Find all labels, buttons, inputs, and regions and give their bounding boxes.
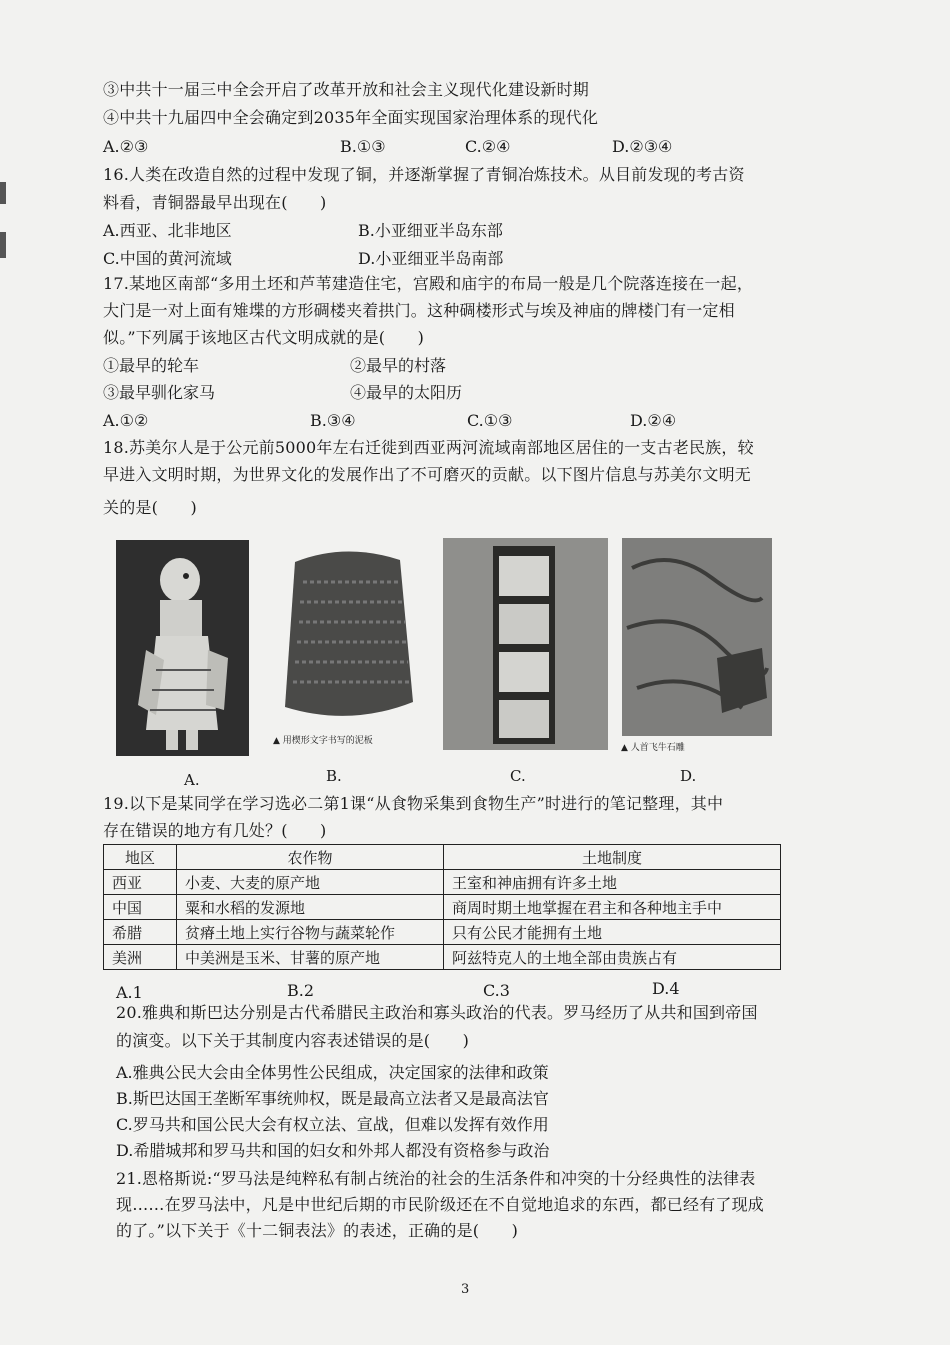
column-header: 土地制度 [444,845,781,870]
option: D.希腊城邦和罗马共和国的妇女和外邦人都没有资格参与政治 [116,1141,550,1160]
question-19-stem: 存在错误的地方有几处？( ) [103,821,327,840]
table-cell: 中国 [104,895,177,920]
question-21-stem: 的了。”以下关于《十二铜表法》的表述，正确的是( ) [116,1221,519,1240]
option: C.②④ [465,137,511,156]
option: B.③④ [310,411,356,430]
question-16-stem: 料看，青铜器最早出现在( ) [103,193,327,212]
option: B.斯巴达国王垄断军事统帅权，既是最高立法者又是最高法官 [116,1089,549,1108]
table-cell: 小麦、大麦的原产地 [177,870,444,895]
question-16-stem: 16.人类在改造自然的过程中发现了铜，并逐渐掌握了青铜冶炼技术。从目前发现的考古资 [103,165,745,184]
table-cell: 中美洲是玉米、甘薯的原产地 [177,945,444,970]
figure-caption: ▲ 用楔形文字书写的泥板 [273,736,373,746]
statement-item: ③最早驯化家马 [103,383,216,402]
option: B.小亚细亚半岛东部 [358,221,503,240]
text-line: ③中共十一届三中全会开启了改革开放和社会主义现代化建设新时期 [103,80,590,99]
question-21-stem: 21.恩格斯说:“罗马法是纯粹私有制占统治的社会的生活条件和冲突的十分经典性的法律表 [116,1169,756,1188]
table-cell: 阿兹特克人的土地全部由贵族占有 [444,945,781,970]
figure-b-tablet-image [275,542,420,750]
table-row [104,895,781,920]
option: D.4 [652,979,680,998]
text-line: ④中共十九届四中全会确定到2035年全面实现国家治理体系的现代化 [103,108,599,127]
table-row [104,945,781,970]
figure-a-relief-image [116,540,249,756]
figure-label: B. [326,767,342,785]
table-cell: 王室和神庙拥有许多土地 [444,870,781,895]
table-row [104,920,781,945]
question-21-stem: 现……在罗马法中，凡是中世纪后期的市民阶级还在不自觉地追求的东西，都已经有了现成 [116,1195,765,1214]
table-cell: 西亚 [104,870,177,895]
question-17-stem: 17.某地区南部“多用土坯和芦苇建造住宅，宫殿和庙宇的布局一般是几个院落连接在一起， [103,274,754,293]
page-number: 3 [461,1282,470,1297]
table-cell: 贫瘠土地上实行谷物与蔬菜轮作 [177,920,444,945]
option: D.②③④ [612,137,673,156]
statement-item: ①最早的轮车 [103,356,200,375]
table-header-row [104,845,781,870]
notes-table [103,844,781,970]
figure-c-panel-image [443,538,608,750]
question-18-stem: 18.苏美尔人是于公元前5000年左右迁徙到西亚两河流域南部地区居住的一支古老民族，较 [103,438,754,457]
table-cell: 美洲 [104,945,177,970]
table-row [104,870,781,895]
question-18-stem: 关的是( ) [103,498,197,517]
question-20-stem: 的演变。以下关于其制度内容表述错误的是( ) [116,1031,470,1050]
question-20-stem: 20.雅典和斯巴达分别是古代希腊民主政治和寡头政治的代表。罗马经历了从共和国到帝国 [116,1003,758,1022]
option: A.雅典公民大会由全体男性公民组成，决定国家的法律和政策 [116,1063,549,1082]
question-18-stem: 早进入文明时期，为世界文化的发展作出了不可磨灭的贡献。以下图片信息与苏美尔文明无 [103,465,752,484]
option: A.①② [103,411,149,430]
figure-label: C. [510,767,526,785]
option: B.2 [287,981,315,1000]
figure-d-carving-image [622,538,772,736]
binding-mark [0,232,6,258]
figure-caption: ▲ 人首飞牛石雕 [621,743,685,753]
option: B.①③ [340,137,386,156]
table-cell: 只有公民才能拥有土地 [444,920,781,945]
statement-item: ②最早的村落 [350,356,447,375]
option: D.②④ [630,411,677,430]
option: A.②③ [103,137,149,156]
table-cell: 希腊 [104,920,177,945]
question-17-stem: 似。”下列属于该地区古代文明成就的是( ) [103,328,425,347]
figure-label: A. [184,771,200,789]
option: A.1 [116,983,143,1002]
figure-label: D. [680,767,697,785]
option: D.小亚细亚半岛南部 [358,249,504,268]
binding-mark [0,182,6,204]
question-19-stem: 19.以下是某同学在学习选必二第1课“从食物采集到食物生产”时进行的笔记整理，其中 [103,794,724,813]
option: A.西亚、北非地区 [103,221,232,240]
statement-item: ④最早的太阳历 [350,383,463,402]
column-header: 地区 [104,845,177,870]
column-header: 农作物 [177,845,444,870]
question-17-stem: 大门是一对上面有雉堞的方形碉楼夹着拱门。这种碉楼形式与埃及神庙的牌楼门有一定相 [103,301,735,320]
option: C.罗马共和国公民大会有权立法、宣战，但难以发挥有效作用 [116,1115,549,1134]
option: C.3 [483,981,510,1000]
option: C.中国的黄河流域 [103,249,232,268]
table-cell: 商周时期土地掌握在君主和各种地主手中 [444,895,781,920]
table-cell: 粟和水稻的发源地 [177,895,444,920]
option: C.①③ [467,411,513,430]
